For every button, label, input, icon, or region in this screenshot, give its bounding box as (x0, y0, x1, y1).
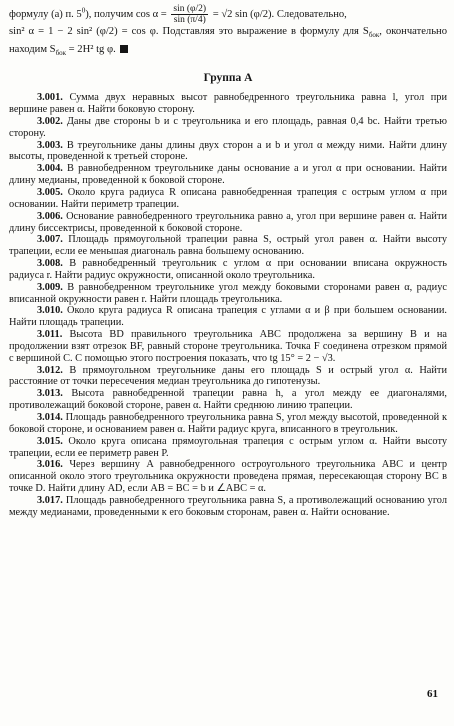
group-title: Группа А (203, 72, 253, 85)
problem-item (9, 187, 447, 211)
problem-number: 3.012. (37, 364, 63, 376)
problem-number: 3.007. (37, 234, 63, 246)
problem-text: Площадь прямоугольной трапеции равна S, острый угол равен α. Найти высоту трапеции, если ее меньшая диагональ равна большему основанию. (9, 234, 447, 258)
problem-text: Через вершину A равнобедренного остроугольного треугольника ABC и центр описанной около этого треугольника окружности проведена прямая, пересекающая сторону BC в точке D. Найти длину AD, если AB = BC = b и ∠ABC = α. (9, 459, 447, 495)
problem-text: Даны две стороны b и c треугольника и его площадь, равная 0,4 bc. Найти третью сторону. (9, 115, 447, 139)
problem-item (9, 282, 447, 306)
problem-number: 3.016. (37, 459, 63, 471)
problem-number: 3.008. (37, 258, 63, 270)
intro-line1-b: ), получим cos α = (85, 8, 167, 20)
problem-item (9, 92, 447, 116)
problem-text: Сумма двух неравных высот равнобедренного треугольника равна l, угол при вершине равен α. Найти боковую сторону. (9, 92, 447, 116)
fraction-denominator: sin (π/4) (173, 15, 206, 25)
problem-number: 3.002. (37, 115, 63, 127)
problem-item (9, 412, 447, 436)
problem-item (9, 140, 447, 164)
problem-text: В прямоугольном треугольнике даны его площадь S и острый угол α. Найти расстояние от точки пересечения медиан треугольника до гипотенузы. (9, 364, 447, 388)
problem-number: 3.013. (37, 388, 63, 400)
problem-number: 3.001. (37, 92, 63, 104)
problem-text: В равнобедренный треугольник с углом α при основании вписана окружность радиуса r. Найти радиус окружности, описанной около треугольника. (9, 258, 447, 281)
problem-item (9, 163, 447, 187)
problem-number: 3.015. (37, 435, 63, 447)
problem-text: Около круга описана прямоугольная трапеция с острым углом α. Найти высоту трапеции, если ее периметр равен P. (9, 435, 447, 459)
problem-text: В равнобедренном треугольнике угол между боковыми сторонами равен α, радиус вписанной окружности равен r. Найти площадь треугольника. (9, 281, 447, 305)
intro-line-2 (9, 25, 447, 60)
intro-line2-sub: бок (368, 31, 380, 40)
problem-item (9, 459, 447, 495)
intro-line1-c: = √2 sin (φ/2). Следовательно, (212, 8, 347, 20)
problem-text: Около круга радиуса R описана равнобедренная трапеция с острым углом α при основании. Найти периметр трапеции. (9, 186, 447, 210)
problem-number: 3.009. (37, 281, 63, 293)
fraction (171, 4, 208, 25)
problem-number: 3.017. (37, 494, 63, 506)
intro-line2: sin² α = 1 − 2 sin² (φ/2) = cos φ. Подставляя это выражение в формулу для S (9, 26, 369, 37)
end-of-proof-icon (120, 45, 128, 53)
problem-list (9, 92, 447, 518)
page (9, 4, 447, 519)
problem-number: 3.005. (37, 186, 63, 198)
problem-text: Высота равнобедренной трапеции равна h, а угол между ее диагоналями, противолежащий боковой стороне, равен α. Найти среднюю линию трапеции. (9, 388, 447, 412)
intro-text (9, 4, 447, 60)
problem-number: 3.010. (37, 305, 63, 317)
problem-item (9, 365, 447, 389)
problem-item (9, 234, 447, 258)
problem-number: 3.006. (37, 210, 63, 222)
intro-line1-a: формулу (а) п. 5 (9, 8, 82, 20)
problem-item (9, 305, 447, 329)
problem-number: 3.011. (37, 329, 63, 341)
problem-text: Около круга радиуса R описана трапеция с углами α и β при большем основании. Найти площадь трапеции. (9, 305, 447, 329)
problem-item (9, 329, 447, 365)
problem-item (9, 436, 447, 460)
problem-item (9, 258, 447, 282)
problem-number: 3.004. (37, 163, 63, 175)
problem-text: Площадь равнобедренного треугольника равна S, а противолежащий основанию угол между медианами, проведенными к его боковым сторонам, равен α. Найти основание. (9, 494, 447, 518)
intro-line2-b: , окончательно находим S (9, 26, 447, 55)
fraction-numerator: sin (φ/2) (173, 4, 207, 14)
problem-text: Высота BD правильного треугольника ABC продолжена за вершину B и на продолжении взят отрезок BF, равный стороне треугольника. Точка F соединена отрезком прямой с вершиной C. С помощью этого построения показать, что tg 15° = 2 − √3. (9, 329, 447, 364)
problem-item (9, 388, 447, 412)
problem-text: Основание равнобедренного треугольника равно a, угол при вершине равен α. Найти длину биссектрисы, проведенной к боковой стороне. (9, 210, 447, 234)
problem-number: 3.003. (37, 139, 63, 151)
problem-text: Площадь равнобедренного треугольника равна S, угол между высотой, проведенной к боковой стороне, и основанием равен α. Найти радиус круга, вписанного в треугольник. (9, 412, 447, 435)
intro-line2-sub2: бок (55, 48, 67, 57)
problem-item (9, 116, 447, 140)
intro-line1-sup: 0 (81, 6, 86, 15)
intro-line2-c: = 2H² tg φ. (66, 43, 116, 55)
problem-text: В треугольнике даны длины двух сторон a и b и угол α между ними. Найти длину высоты, проведенной к третьей стороне. (9, 139, 447, 163)
problem-text: В равнобедренном треугольнике даны основание a и угол α при основании. Найти длину медианы, проведенной к боковой стороне. (9, 163, 447, 187)
page-number: 61 (427, 688, 438, 700)
problem-item (9, 211, 447, 235)
problem-item (9, 495, 447, 519)
intro-line-1 (9, 4, 447, 25)
problem-number: 3.014. (37, 412, 63, 423)
